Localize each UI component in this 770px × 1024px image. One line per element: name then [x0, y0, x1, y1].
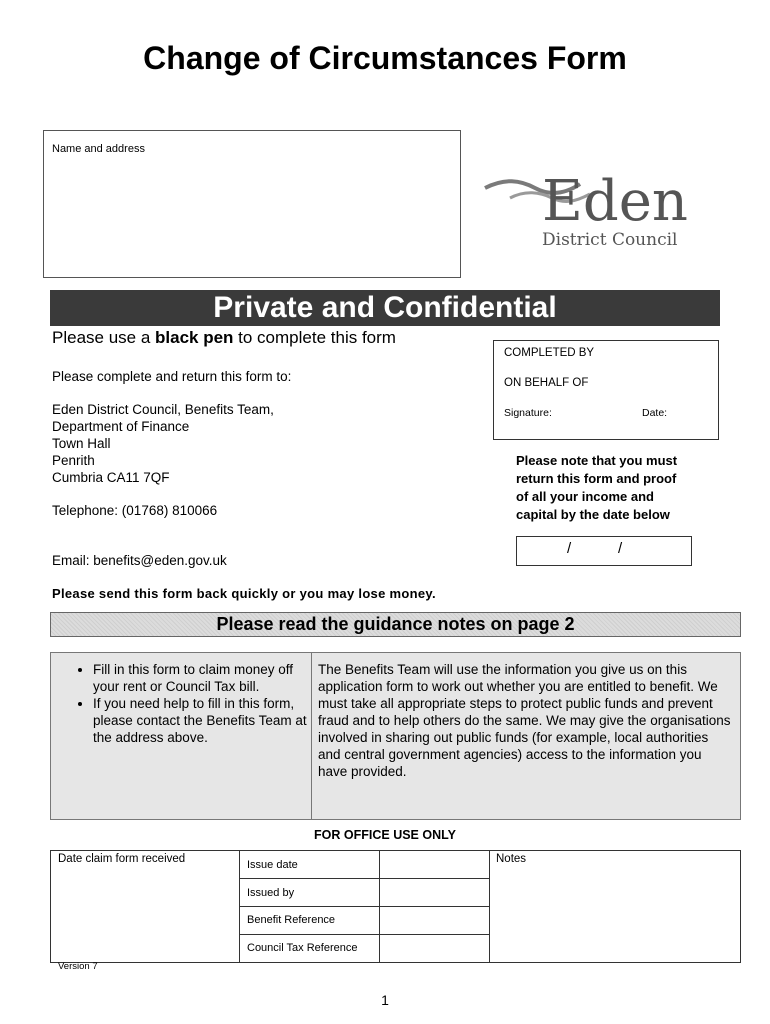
- eden-district-council-logo: [480, 150, 720, 260]
- signature-label: Signature:: [504, 407, 552, 419]
- completed-by-box[interactable]: [493, 340, 719, 440]
- list-item: • If you need help to fill in this form, please contact the Benefits Team at the address above.: [93, 695, 307, 746]
- name-address-label: Name and address: [52, 143, 145, 155]
- data-use-statement: The Benefits Team will use the information you give us on this application form to work out whether you are entitled to benefit. We must take all appropriate steps to protect public funds and prevent fraud and to help others do the same. We may give the organisations involved in sharing out public funds (for example, local authorities and central government agencies) access to the information you have provided.: [318, 662, 731, 779]
- form-title: Change of Circumstances Form: [143, 40, 627, 76]
- deadline-note: Please note that you must return this form and proof of all your income and capital by the date below: [516, 453, 678, 522]
- list-item: • Fill in this form to claim money off your rent or Council Tax bill.: [93, 661, 307, 695]
- office-use-table: [50, 850, 741, 963]
- date-received-label: Date claim form received: [58, 853, 186, 865]
- address-line: Penrith: [52, 453, 95, 468]
- table-divider: [239, 906, 489, 907]
- address-line: Eden District Council, Benefits Team,: [52, 402, 274, 417]
- date-label: Date:: [642, 407, 668, 419]
- black-pen-emphasis: black pen: [155, 328, 234, 347]
- return-instruction: Please complete and return this form to:: [52, 369, 292, 384]
- version-label: Version 7: [58, 961, 98, 972]
- telephone: Telephone: (01768) 810066: [52, 503, 218, 518]
- table-divider: [239, 934, 489, 935]
- pen-instruction: Please use a black pen to complete this form: [52, 328, 396, 347]
- send-warning: Please send this form back quickly or you may lose money.: [52, 586, 436, 601]
- office-use-heading: FOR OFFICE USE ONLY: [314, 828, 456, 842]
- on-behalf-of-label: ON BEHALF OF: [504, 377, 589, 389]
- benefit-reference-label: Benefit Reference: [247, 914, 336, 926]
- return-address: [52, 401, 274, 486]
- email: Email: benefits@eden.gov.uk: [52, 553, 227, 568]
- bullet-list: [51, 661, 307, 746]
- table-divider: [239, 878, 489, 879]
- confidential-banner: [50, 290, 720, 326]
- banner-text: Private and Confidential: [213, 291, 557, 324]
- information-panel: [50, 652, 741, 820]
- table-divider: [489, 851, 490, 962]
- page-number: 1: [381, 992, 389, 1008]
- issued-by-label: Issued by: [247, 887, 295, 899]
- guidance-heading: Please read the guidance notes on page 2: [216, 614, 575, 634]
- address-line: Department of Finance: [52, 419, 190, 434]
- notes-label: Notes: [496, 853, 527, 865]
- address-line: Town Hall: [52, 436, 111, 451]
- logo-wordmark: Eden: [542, 169, 688, 234]
- address-line: Cumbria CA11 7QF: [52, 470, 170, 485]
- name-address-field[interactable]: [43, 130, 461, 278]
- deadline-date-field[interactable]: [516, 536, 692, 566]
- date-separator: /: [618, 540, 623, 557]
- panel-divider: [311, 653, 312, 819]
- logo-subtitle: District Council: [542, 230, 678, 250]
- completed-by-label: COMPLETED BY: [504, 347, 595, 359]
- issue-date-label: Issue date: [247, 859, 298, 871]
- council-tax-reference-label: Council Tax Reference: [247, 942, 358, 954]
- guidance-heading-bar: [50, 612, 741, 637]
- date-separator: /: [567, 540, 572, 557]
